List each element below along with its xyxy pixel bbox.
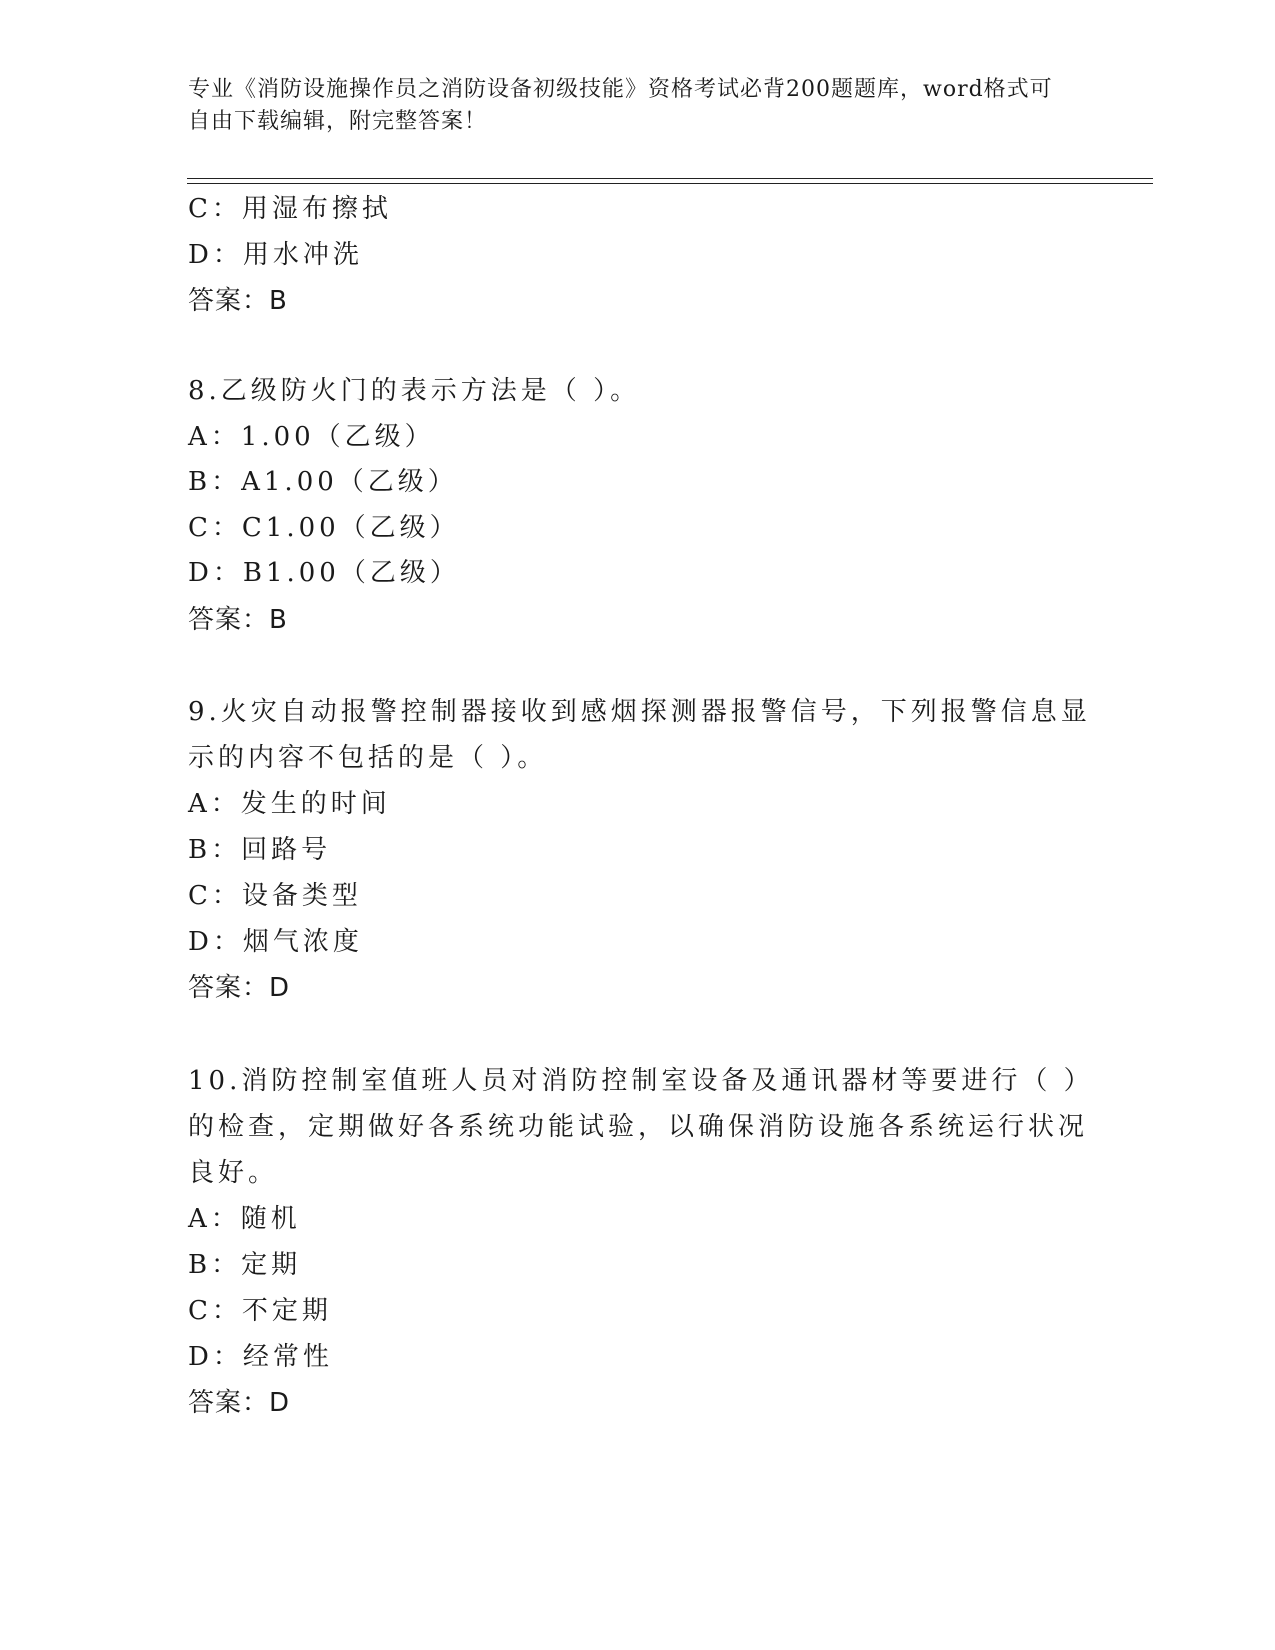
q10-answer: 答案：D xyxy=(188,1388,291,1418)
header-rule-top xyxy=(187,178,1153,179)
document-header: 专业《消防设施操作员之消防设备初级技能》资格考试必背200题题库，word格式可自由下载编辑，附完整答案！ xyxy=(188,77,1053,134)
q9-question-line-2: 示的内容不包括的是（ ）。 xyxy=(188,743,548,773)
header-rule-bottom xyxy=(187,183,1153,184)
q7-option-d: D：用水冲洗 xyxy=(188,240,363,270)
q9-option-b: B：回路号 xyxy=(188,835,332,865)
q10-question-line-3: 良好。 xyxy=(188,1158,279,1188)
q9-answer: 答案：D xyxy=(188,973,291,1003)
q7-answer: 答案：B xyxy=(188,286,288,316)
q10-option-d: D：经常性 xyxy=(188,1342,333,1372)
q9-option-a: A：发生的时间 xyxy=(188,789,391,819)
q10-option-c: C：不定期 xyxy=(188,1296,332,1326)
q8-question: 8.乙级防火门的表示方法是（ ）。 xyxy=(188,376,641,406)
q9-option-c: C：设备类型 xyxy=(188,881,362,911)
q10-option-b: B：定期 xyxy=(188,1250,302,1280)
q7-option-c: C：用湿布擦拭 xyxy=(188,194,392,224)
q8-option-c: C：C1.00（乙级） xyxy=(188,513,460,543)
q10-question-line-2: 的检查，定期做好各系统功能试验，以确保消防设施各系统运行状况 xyxy=(188,1112,1089,1142)
q8-option-a: A：1.00（乙级） xyxy=(188,422,435,452)
q8-option-b: B：A1.00（乙级） xyxy=(188,467,458,497)
q9-option-d: D：烟气浓度 xyxy=(188,927,363,957)
q10-question-line-1: 10.消防控制室值班人员对消防控制室设备及通讯器材等要进行（ ） xyxy=(188,1066,1094,1096)
q9-question-line-1: 9.火灾自动报警控制器接收到感烟探测器报警信号，下列报警信息显 xyxy=(188,697,1091,727)
q10-option-a: A：随机 xyxy=(188,1204,301,1234)
q8-option-d: D：B1.00（乙级） xyxy=(188,558,460,588)
q8-answer: 答案：B xyxy=(188,605,288,635)
